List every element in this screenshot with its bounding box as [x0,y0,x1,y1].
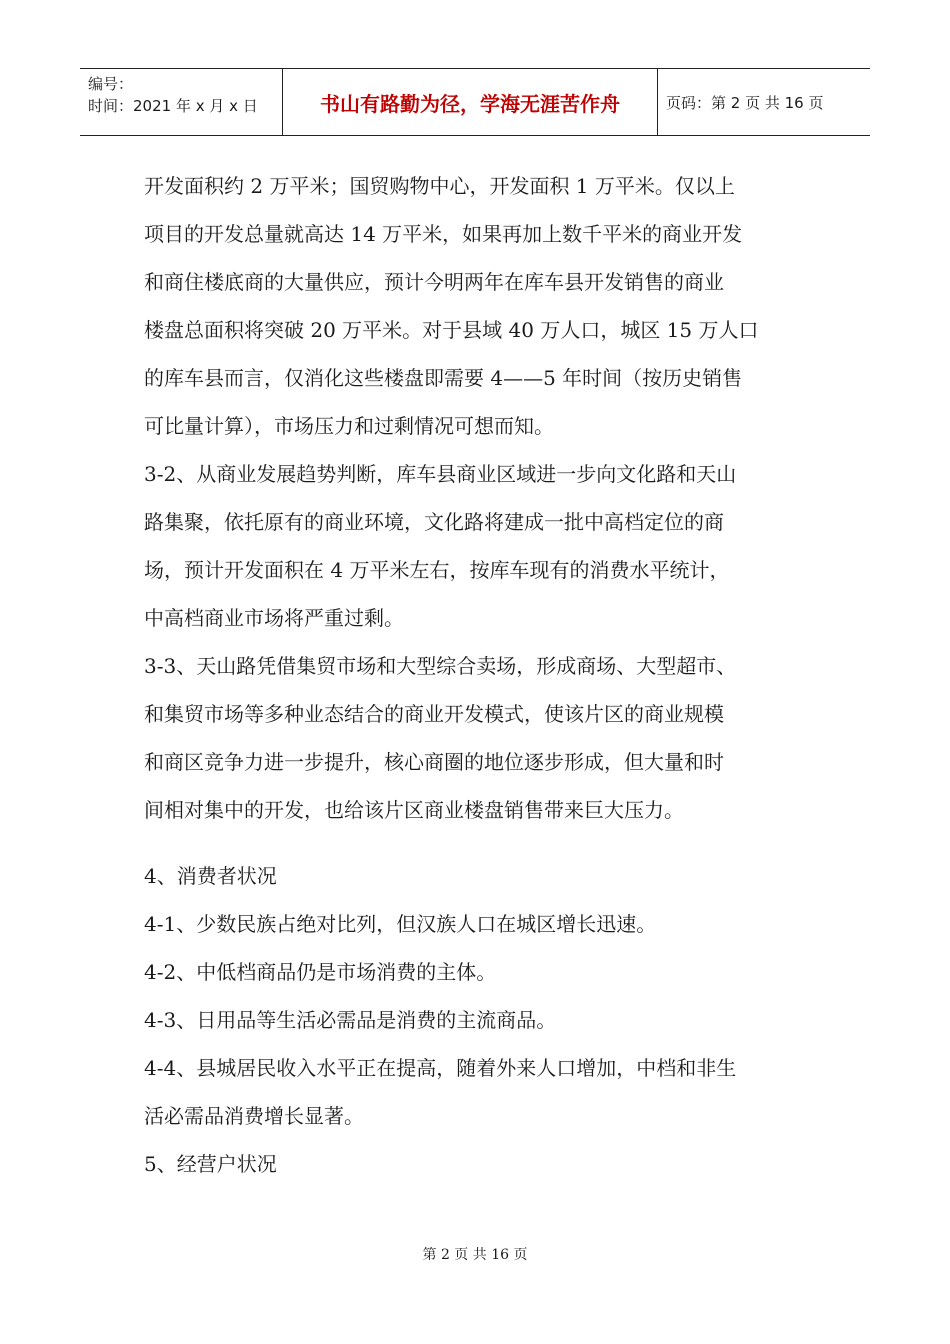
header-motto: 书山有路勤为径，学海无涯苦作舟 [283,69,658,135]
page-header [80,68,870,136]
body-line: 活必需品消费增长显著。 [144,1104,364,1128]
body-line: 3-2、从商业发展趋势判断，库车县商业区域进一步向文化路和天山 [144,462,737,486]
header-meta [80,69,283,135]
page-footer: 第 2 页 共 16 页 [422,1247,528,1263]
body-line: 3-3、天山路凭借集贸市场和大型综合卖场，形成商场、大型超市、 [144,654,737,678]
body-line: 中高档商业市场将严重过剩。 [144,606,404,630]
body-line: 的库车县而言，仅消化这些楼盘即需要 4——5 年时间（按历史销售 [144,366,743,390]
body-line: 和集贸市场等多种业态结合的商业开发模式，使该片区的商业规模 [144,702,724,726]
header-page-number: 页码：第 2 页 共 16 页 [666,93,824,112]
section-heading: 4、消费者状况 [144,864,277,888]
body-line: 4-4、县城居民收入水平正在提高，随着外来人口增加，中档和非生 [144,1056,737,1080]
document-date-label: 时间：2021 年 x 月 x 日 [88,97,258,115]
body-line: 4-1、少数民族占绝对比列，但汉族人口在城区增长迅速。 [144,912,657,936]
document-number-label: 编号： [88,75,134,93]
body-line: 和商区竞争力进一步提升，核心商圈的地位逐步形成，但大量和时 [144,750,724,774]
document-body [144,162,809,1188]
body-line: 开发面积约 2 万平米；国贸购物中心，开发面积 1 万平米。仅以上 [144,174,735,198]
body-line: 4-3、日用品等生活必需品是消费的主流商品。 [144,1008,557,1032]
section-heading: 5、经营户状况 [144,1152,277,1176]
body-line: 可比量计算），市场压力和过剩情况可想而知。 [144,414,554,438]
paragraph-gap [144,834,809,852]
body-line: 场，预计开发面积在 4 万平米左右，按库车现有的消费水平统计， [144,558,730,582]
body-line: 路集聚，依托原有的商业环境，文化路将建成一批中高档定位的商 [144,510,724,534]
body-line: 项目的开发总量就高达 14 万平米，如果再加上数千平米的商业开发 [144,222,743,246]
body-line: 和商住楼底商的大量供应，预计今明两年在库车县开发销售的商业 [144,270,724,294]
body-line: 楼盘总面积将突破 20 万平米。对于县域 40 万人口，城区 15 万人口 [144,318,759,342]
body-line: 4-2、中低档商品仍是市场消费的主体。 [144,960,497,984]
body-line: 间相对集中的开发，也给该片区商业楼盘销售带来巨大压力。 [144,798,684,822]
